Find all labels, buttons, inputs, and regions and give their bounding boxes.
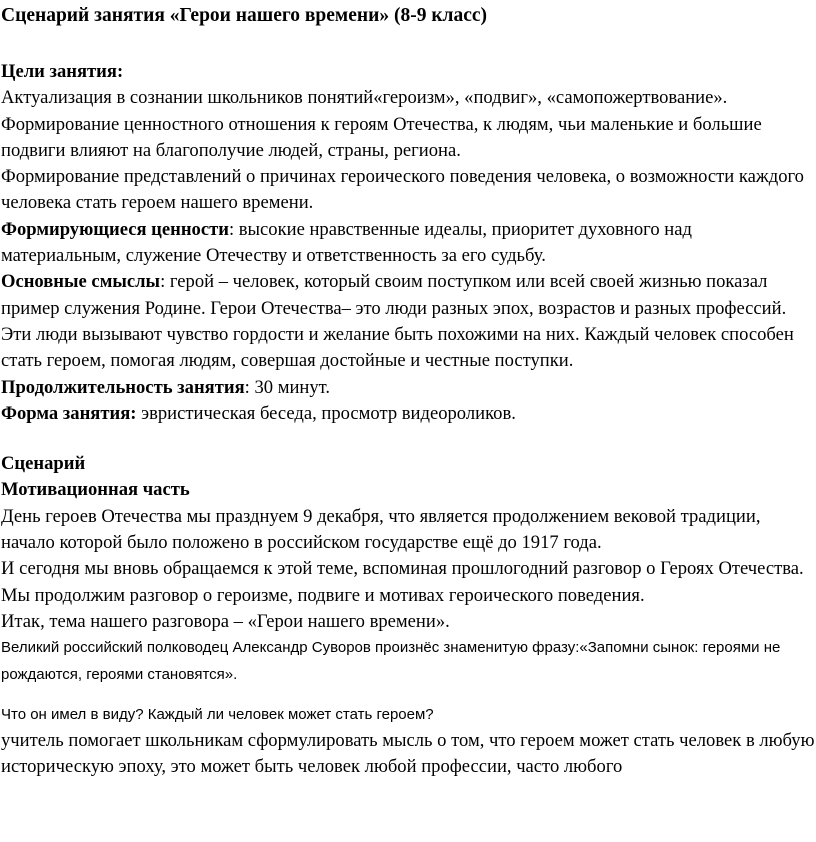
goals-heading: Цели занятия: bbox=[1, 61, 124, 82]
duration-label: Продолжительность занятия bbox=[1, 376, 245, 398]
scenario-paragraph-1: День героев Отечества мы празднуем 9 декабря, что является продолжением вековой традиции, начало которой было положено в российском государстве ещё до 1917 года. bbox=[1, 505, 761, 554]
discussion-question: Что он имел в виду? Каждый ли человек может стать героем? bbox=[1, 705, 434, 723]
meanings-text: : герой – человек, который своим поступком или всей своей жизнью показал пример служения Родине. Герои Отечества– это люди разных эпох, возрастов и разных профессий. Эти люди вызывают чувство гордости и желание быть похожими на них. Каждый человек способен стать героем, помогая людям, совершая достойные и честные поступки. bbox=[1, 271, 794, 372]
meanings-label: Основные смыслы bbox=[1, 271, 161, 293]
teacher-note: учитель помогает школьникам сформулировать мысль о том, что героем может стать человек в любую историческую эпоху, это может быть человек любой профессии, часто любого bbox=[1, 730, 815, 778]
duration-paragraph bbox=[1, 375, 816, 401]
goal-item-1: Актуализация в сознании школьников понятий«героизм», «подвиг», «самопожертвование». bbox=[1, 87, 728, 109]
scenario-heading: Сценарий bbox=[1, 453, 86, 475]
values-paragraph bbox=[1, 217, 816, 270]
duration-text: : 30 минут. bbox=[244, 376, 331, 398]
values-text: : высокие нравственные идеалы, приоритет духовного над материальным, служение Отечеству и ответственность за его судьбу. bbox=[1, 218, 692, 267]
values-label: Формирующиеся ценности bbox=[1, 218, 229, 240]
scenario-paragraph-3: Итак, тема нашего разговора – «Герои нашего времени». bbox=[1, 610, 450, 632]
section-spacer bbox=[1, 427, 816, 451]
goal-item-2: Формирование ценностного отношения к героям Отечества, к людям, чьи маленькие и большие подвиги влияют на благополучие людей, страны, региона. bbox=[1, 113, 762, 161]
motivation-subheading: Мотивационная часть bbox=[1, 479, 190, 501]
form-text: эвристическая беседа, просмотр видеороликов. bbox=[136, 402, 516, 424]
form-paragraph bbox=[1, 401, 816, 427]
form-label: Форма занятия: bbox=[1, 402, 137, 424]
scenario-paragraph-2: И сегодня мы вновь обращаемся к этой теме, вспоминая прошлогодний разговор о Героях Отечества. Мы продолжим разговор о героизме, подвиге и мотивах героического поведения. bbox=[1, 558, 804, 606]
meanings-paragraph bbox=[1, 269, 816, 374]
document-title: Сценарий занятия «Герои нашего времени» (8-9 класс) bbox=[1, 5, 488, 26]
suvorov-quote: Великий российский полководец Александр Суворов произнёс знаменитую фразу:«Запомни сынок: героями не рождаются, героями становятся». bbox=[1, 639, 781, 683]
quote-spacer bbox=[1, 688, 816, 702]
goal-item-3: Формирование представлений о причинах героического поведения человека, о возможности каждого человека стать героем нашего времени. bbox=[1, 166, 804, 214]
